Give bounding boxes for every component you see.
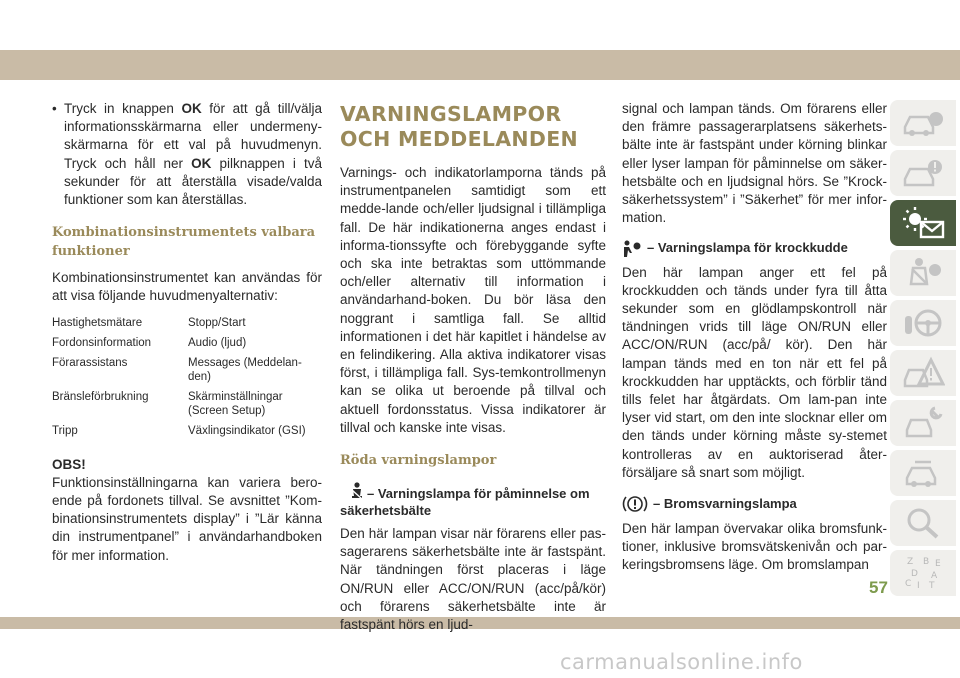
tab-technical-specs[interactable] <box>890 450 956 496</box>
table-cell-left: Fordonsinformation <box>52 336 152 349</box>
table-cell-right: Audio (ljud) <box>188 336 247 349</box>
warning-lights-messages-icon <box>899 205 947 241</box>
table-cell-right: Stopp/Start <box>188 316 246 329</box>
table-row <box>52 356 322 390</box>
tab-warning-lights-messages[interactable] <box>890 200 956 246</box>
warning-triangle-icon <box>901 356 945 390</box>
magnifier-icon <box>901 506 945 540</box>
section-title: Kombinationsinstrumentets valbara funktioner <box>52 225 316 260</box>
index-letter: T <box>929 581 935 591</box>
index-letter: B <box>923 557 930 567</box>
obs-label: OBS! <box>52 456 86 472</box>
tab-servicing[interactable] <box>890 400 956 446</box>
table-cell-right: Växlingsindikator (GSI) <box>188 424 306 437</box>
section-intro: Kombinationsinstrumentet kan användas för att visa följande huvudmenyalternativ: <box>52 270 322 304</box>
main-heading: VARNINGSLAMPOR OCH MEDDELANDEN <box>340 102 578 151</box>
watermark: carmanualsonline.info <box>560 650 803 674</box>
index-letters-icon <box>901 554 945 592</box>
car-warning-icon <box>901 157 945 189</box>
brake-warning-icon <box>622 494 648 514</box>
obs-text: Funktionsinställningarna kan variera bero-ende på fordonets tillval. Se avsnittet ”Kom-binationsinstrumentets display” i ”Lär känna din instrumentpanel” i användarhandboken för mer information. <box>52 474 322 563</box>
table-cell-left: Bränsleförbrukning <box>52 390 149 403</box>
tab-car-warning[interactable] <box>890 150 956 196</box>
ok-key-label: OK <box>181 101 202 116</box>
car-info-icon <box>901 107 945 139</box>
airbag-icon <box>622 240 642 258</box>
tab-starting-driving[interactable] <box>890 300 956 346</box>
seatbelt-warning-heading: – Varningslampa för påminnelse om säkerhetsbälte <box>340 482 606 519</box>
steering-wheel-icon <box>901 306 945 340</box>
wrench-car-icon <box>901 406 945 440</box>
airbag-warning-text: Den här lampan anger ett fel på krockkudden och tänds under fyra till åtta sekunder som en glödlampskontroll när tändningen vrids till läge ON/RUN eller ACC/ON/RUN (acc/på/ kör). Den här lampan tänds med en ton när ett fel på krockkudden har upptäckts, och förblir tänd tills felet har åtgärdats. Om lam-pan inte lyser vid start, om den inte slocknar eller om den tänds under körning måste sy-stemet kontrolleras av en auktoriserad åter-försäljare så snart som möjligt. <box>622 264 887 480</box>
continued-text: signal och lampan tänds. Om förarens eller den främre passagerarplatsens säkerhets-bälte inte är fastspänt under körning blinkar eller lyser lampan för påminnelse om säker-hetsbälte och en ljudsignal hörs. Se ”Krock-säkerhetssystem” i ”Säkerhet” för mer infor-mation. <box>622 101 887 226</box>
table-row <box>52 336 322 356</box>
menu-options-table <box>52 316 322 444</box>
index-letter: E <box>935 559 941 569</box>
bullet-item <box>52 100 322 209</box>
tab-search[interactable] <box>890 500 956 546</box>
table-cell-right: Messages (Meddelan-den) <box>188 356 302 383</box>
table-row <box>52 316 322 336</box>
bullet-text: Tryck in knappen OK för att gå till/välja informationsskärmarna eller undermeny-skärmarna för ett val på huvudmenyn. Tryck och håll ner OK pilknappen i två sekunder för att återställa visade/valda funktioner som kan återställas. <box>64 101 322 208</box>
airbag-warning-heading: – Varningslampa för krockkudde <box>622 239 887 257</box>
chapter-tabs <box>890 100 960 600</box>
index-letter: A <box>931 571 938 581</box>
column-right <box>622 100 887 575</box>
seatbelt-warning-text: Den här lampan visar när förarens eller pas-sagerarens säkerhetsbälte inte är fastspänt. När tändningen först placeras i läge ON/RUN eller ACC/ON/RUN (acc/på/kör) och förarens säkerhetsbälte inte är fastspänt hörs en ljud- <box>340 526 606 633</box>
index-letter: D <box>911 569 918 579</box>
column-middle <box>340 100 606 634</box>
brake-warning-text: Den här lampan övervakar olika bromsfunk-tioner, inklusive bromsvätskenivån och par-keringsbromsens läge. Om bromslampan <box>622 521 887 573</box>
index-letter: Z <box>907 557 914 567</box>
table-row <box>52 424 322 444</box>
column-left <box>52 100 322 565</box>
table-cell-left: Förarassistans <box>52 356 128 369</box>
table-cell-left: Tripp <box>52 424 78 437</box>
seatbelt-icon <box>350 482 364 502</box>
intro-paragraph: Varnings- och indikatorlamporna tänds på instrumentpanelen samtidigt som ett medde-lande och/eller ljudsignal i tillämpliga fall. De här indikationerna anges endast i informa-tionssyfte och förebyggande syfte och ska inte betraktas som uttömmande och/eller alternativ till information i användarhand-boken. Du bör läsa den noggrant i samtliga fall. Se alltid informationen i det här kapitlet i händelse av en felindikering. Alla aktiva indikatorer visas först, i tillämpliga fall. Sys-temkontrollmenyn kan se olika ut beroende på tillval och aktuell fordonsstatus. Vissa indikatorer är tillval och kanske inte visas. <box>340 165 606 435</box>
tab-emergency[interactable] <box>890 350 956 396</box>
index-letter: I <box>917 581 920 591</box>
tab-index[interactable] <box>890 550 956 596</box>
index-letter: C <box>905 579 912 589</box>
top-decorative-bar <box>0 50 960 80</box>
page-number: 57 <box>869 578 888 597</box>
table-cell-left: Hastighetsmätare <box>52 316 143 329</box>
tab-car-info[interactable] <box>890 100 956 146</box>
ok-key-label: OK <box>191 155 212 171</box>
bullet-dot: • <box>52 101 57 116</box>
tab-airbag-seatbelt[interactable] <box>890 250 956 296</box>
table-row <box>52 390 322 424</box>
brake-warning-heading: – Bromsvarningslampa <box>622 494 887 514</box>
car-specs-icon <box>901 456 945 490</box>
airbag-seatbelt-icon <box>901 256 945 290</box>
red-lamps-heading: Röda varningslampor <box>340 453 497 469</box>
table-cell-right: Skärminställningar (Screen Setup) <box>188 390 283 417</box>
